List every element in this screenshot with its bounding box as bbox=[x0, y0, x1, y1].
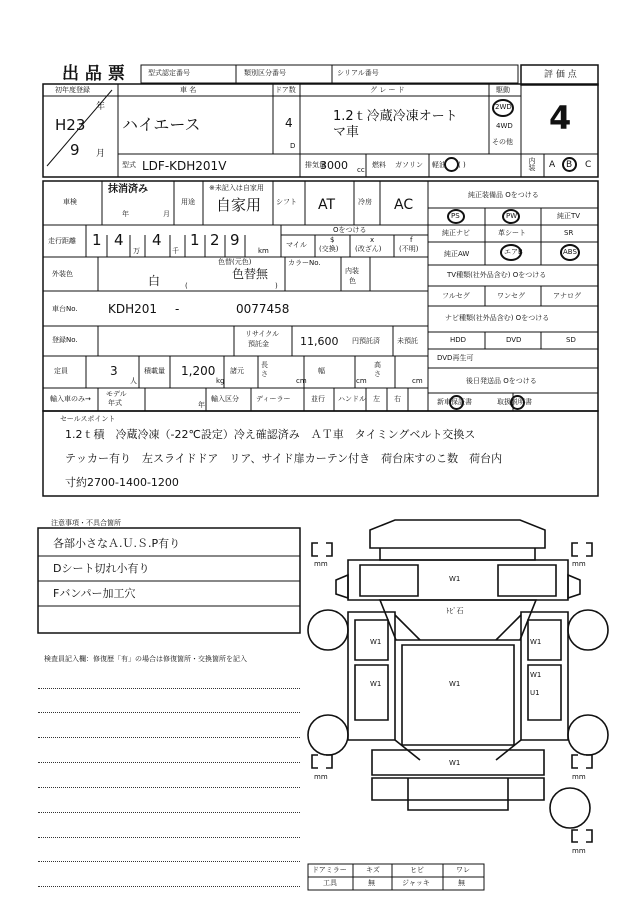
odo-fumei-b: (不明) bbox=[399, 245, 419, 253]
heiko: 並行 bbox=[311, 395, 325, 403]
dmg-windshield: ﾄﾋﾞ石 bbox=[446, 607, 464, 615]
form-title: 出 品 票 bbox=[62, 64, 125, 84]
color-no-label: カラーNo. bbox=[288, 259, 321, 267]
notes-line3: Fバンパー加工穴 bbox=[53, 587, 136, 600]
odo-kaizan-a: x bbox=[370, 236, 375, 244]
diesel: 軽油 bbox=[432, 161, 446, 169]
inspector-line bbox=[38, 762, 300, 763]
handle-right: 右 bbox=[394, 395, 401, 403]
door-count: 4 bbox=[285, 116, 293, 130]
dealer: ディーラー bbox=[256, 395, 291, 403]
katashiki-value: LDF-KDH201V bbox=[142, 159, 227, 173]
nenryo-label: 燃料 bbox=[372, 161, 386, 169]
dmg-roof: W1 bbox=[449, 680, 461, 688]
opt-ps: PS bbox=[451, 212, 460, 220]
mm-rr: mm bbox=[572, 773, 586, 781]
odo-circle-hint: Oをつける bbox=[333, 226, 367, 234]
opt-aircon: エアB bbox=[504, 248, 523, 256]
evaluation-score: 4 bbox=[549, 99, 572, 137]
fuel-circle bbox=[444, 157, 459, 172]
notes-line2: Dシート切れ小有り bbox=[53, 562, 150, 575]
cm-1: cm bbox=[296, 377, 307, 385]
recycle-l1: リサイクル bbox=[245, 330, 280, 338]
dmg-right-rear-u1: U1 bbox=[530, 689, 540, 697]
odo-kokan-b: (交換) bbox=[319, 245, 339, 253]
naiso-label: 内装 bbox=[528, 157, 536, 171]
sales-line2: テッカー有り 左スライドドア リア、サイド扉カーテン付き 荷台床すのこ数 荷台内 bbox=[65, 452, 503, 465]
grade-label: グ レ ー ド bbox=[370, 86, 405, 94]
mm-rl: mm bbox=[314, 773, 328, 781]
odo-d3: 4 bbox=[152, 231, 162, 249]
teiin-unit: 人 bbox=[130, 377, 137, 385]
door-label: ドア数 bbox=[275, 86, 296, 94]
sekisai-label: 積載量 bbox=[144, 367, 165, 375]
recycle-value: 11,600 bbox=[300, 335, 339, 348]
notes-label: 注意事項・不具合箇所 bbox=[51, 519, 121, 527]
dmg-left-front: W1 bbox=[370, 638, 382, 646]
mm-fr: mm bbox=[572, 560, 586, 568]
opt-analog: アナログ bbox=[553, 292, 581, 300]
shift-label: シフト bbox=[276, 198, 297, 206]
drive-other: その他 bbox=[492, 138, 513, 146]
odo-mile: マイル bbox=[286, 241, 307, 249]
naisoshoku-l1: 内装 bbox=[345, 267, 359, 275]
taka-sa: さ bbox=[374, 370, 381, 378]
inspector-line bbox=[38, 688, 300, 689]
year-era: H23 bbox=[55, 116, 86, 134]
sekisai-value: 1,200 bbox=[181, 364, 216, 378]
haba-label: 幅 bbox=[318, 367, 325, 375]
model-l1: モデル bbox=[106, 390, 127, 398]
opt-dvd: DVD bbox=[506, 336, 522, 344]
month: 9 bbox=[70, 141, 80, 159]
cm-3: cm bbox=[412, 377, 423, 385]
grade-line1: 1.2ｔ冷蔵冷凍オート bbox=[333, 109, 458, 124]
hoshosho-circle bbox=[449, 395, 464, 410]
mi-yotaku: 未預託 bbox=[397, 337, 418, 345]
drive-4wd: 4WD bbox=[496, 122, 513, 130]
shogen-label: 諸元 bbox=[230, 367, 244, 375]
haikiryo-label: 排気量 bbox=[305, 161, 326, 169]
torisetsu-circle bbox=[510, 395, 525, 410]
year-unit: 年 bbox=[96, 102, 106, 112]
model-l2: 年式 bbox=[108, 399, 122, 407]
inspector-line bbox=[38, 861, 300, 862]
dmg-front-hood: W1 bbox=[449, 575, 461, 583]
dmg-right-front: W1 bbox=[530, 638, 542, 646]
inspector-line bbox=[38, 886, 300, 887]
foot-h4: ワレ bbox=[456, 866, 470, 874]
shadai-value: KDH201 bbox=[108, 302, 158, 316]
gaisoshoku-label: 外装色 bbox=[52, 270, 73, 278]
shaken-nen: 年 bbox=[122, 210, 129, 218]
atohasso-title: 後日発送品 Oをつける bbox=[466, 377, 537, 385]
yoto-note: ※未記入は自家用 bbox=[209, 184, 264, 192]
teiin-label: 定員 bbox=[54, 367, 68, 375]
foot-r2: 無 bbox=[368, 879, 375, 887]
kyori-label: 走行距離 bbox=[48, 237, 76, 245]
opt-torisetsu: 取扱説明書 bbox=[497, 398, 532, 406]
opt-kawa: 革シート bbox=[498, 229, 526, 237]
naga-sa: さ bbox=[261, 370, 268, 378]
toroku-label: 登録No. bbox=[52, 336, 78, 344]
odo-d1: 1 bbox=[92, 231, 102, 249]
inspector-label: 検査員記入欄：修復歴「有」の場合は修復箇所・交換箇所を記入 bbox=[44, 655, 247, 663]
shodo-label: 初年度登録 bbox=[55, 86, 90, 94]
drive-2wd: 2WD bbox=[495, 103, 512, 111]
dmg-rear: W1 bbox=[449, 759, 461, 767]
inspector-line bbox=[38, 812, 300, 813]
opt-pw: PW bbox=[506, 212, 518, 220]
odo-d6: 9 bbox=[230, 231, 240, 249]
dmg-left-rear: W1 bbox=[370, 680, 382, 688]
mm-fl: mm bbox=[314, 560, 328, 568]
fuel-paren: ( ) bbox=[458, 161, 466, 169]
shaken-label: 車検 bbox=[63, 198, 77, 206]
opt-fullseg: フルセグ bbox=[442, 292, 470, 300]
naga-label: 長 bbox=[261, 361, 268, 369]
paren-open: ( bbox=[185, 282, 188, 290]
model-nen: 年 bbox=[198, 401, 205, 409]
foot-h3: ヒビ bbox=[410, 866, 424, 874]
katashiki-label: 型式 bbox=[122, 161, 136, 169]
cc-unit: cc bbox=[357, 166, 365, 174]
recycle-l2: 預託金 bbox=[248, 340, 269, 348]
opt-aw: 純正AW bbox=[444, 250, 470, 258]
dmg-right-rear: W1 bbox=[530, 671, 542, 679]
month-unit: 月 bbox=[96, 149, 106, 159]
car-name: ハイエース bbox=[122, 115, 201, 134]
odo-kokan-a: $ bbox=[330, 236, 335, 244]
irogae-label: 色替(元色) bbox=[218, 258, 252, 266]
door-unit: D bbox=[290, 142, 296, 150]
opt-hdd: HDD bbox=[450, 336, 467, 344]
opt-oneseg: ワンセグ bbox=[497, 292, 525, 300]
opt-tv: 純正TV bbox=[557, 212, 581, 220]
foot-h2: キズ bbox=[366, 866, 380, 874]
foot-r3: ジャッキ bbox=[402, 879, 430, 887]
shadai-no: 0077458 bbox=[236, 302, 290, 316]
foot-h1: ドアミラー bbox=[312, 866, 347, 874]
inspector-line bbox=[38, 837, 300, 838]
color-value: 白 bbox=[148, 274, 161, 288]
sales-line1: 1.2ｔ積 冷蔵冷凍（-22℃設定）冷え確認済み ＡＴ車 タイミングベルト交換ス bbox=[65, 428, 476, 441]
reibo-value: AC bbox=[394, 197, 414, 213]
sales-label: セールスポイント bbox=[60, 415, 116, 423]
yunyu-kubun: 輸入区分 bbox=[211, 395, 239, 403]
inspector-line bbox=[38, 712, 300, 713]
kg-unit: kg bbox=[216, 377, 225, 385]
cm-2: cm bbox=[356, 377, 367, 385]
naiso-b: B bbox=[566, 160, 573, 170]
taka-label: 高 bbox=[374, 361, 381, 369]
naiso-a: A bbox=[549, 160, 556, 170]
junsei-title: 純正装備品 Oをつける bbox=[468, 191, 539, 199]
opt-hoshosho: 新車保証書 bbox=[437, 398, 472, 406]
odo-man: 万 bbox=[133, 247, 140, 255]
reibo-label: 冷房 bbox=[358, 198, 372, 206]
yoto-label: 用途 bbox=[181, 198, 195, 206]
yoto-value: 自家用 bbox=[216, 196, 262, 214]
navi-title: ナビ種類(社外品含む) Oをつける bbox=[445, 314, 550, 322]
odo-d5: 2 bbox=[210, 231, 220, 249]
opt-sr: SR bbox=[564, 229, 574, 237]
kata-nintei-label: 型式認定番号 bbox=[148, 69, 190, 77]
shaken-value: 抹消済み bbox=[108, 184, 148, 195]
gasoline: ガソリン bbox=[395, 161, 423, 169]
tv-title: TV種類(社外品含む) Oをつける bbox=[447, 271, 547, 279]
kudo-label: 駆動 bbox=[496, 86, 510, 94]
shadai-label: 車台No. bbox=[52, 305, 78, 313]
haikiryo-value: 3000 bbox=[320, 159, 348, 172]
naisoshoku-l2: 色 bbox=[349, 277, 356, 285]
paren-close: ) bbox=[275, 282, 278, 290]
grade-line2: マ車 bbox=[333, 125, 360, 140]
odo-d4: 1 bbox=[190, 231, 200, 249]
inspector-line bbox=[38, 787, 300, 788]
inspector-line bbox=[38, 737, 300, 738]
opt-dvd-saisei: DVD再生可 bbox=[437, 354, 474, 362]
mm-spare: mm bbox=[572, 847, 586, 855]
shadai-dash: - bbox=[175, 302, 180, 316]
odo-d2: 4 bbox=[114, 231, 124, 249]
hyoka-label: 評 価 点 bbox=[544, 70, 577, 80]
foot-r4: 無 bbox=[458, 879, 465, 887]
ruibetsu-label: 類別区分番号 bbox=[244, 69, 286, 77]
opt-abs: ABS bbox=[563, 248, 577, 256]
shift-value: AT bbox=[318, 197, 336, 213]
odo-sen: 千 bbox=[172, 247, 179, 255]
foot-r1: 工具 bbox=[323, 879, 337, 887]
notes-line1: 各部小さなＡ.Ｕ.Ｓ.P有り bbox=[53, 537, 181, 550]
opt-sd: SD bbox=[566, 336, 576, 344]
naiso-c: C bbox=[585, 160, 592, 170]
sales-line3: 寸約2700-1400-1200 bbox=[65, 476, 179, 489]
yunyu-label: 輸入車のみ→ bbox=[50, 395, 91, 403]
handle: ハンドル bbox=[338, 395, 366, 403]
handle-left: 左 bbox=[373, 395, 380, 403]
shamei-label: 車 名 bbox=[180, 86, 197, 94]
odo-km: km bbox=[258, 247, 269, 255]
shaken-tsuki: 月 bbox=[163, 210, 170, 218]
serial-label: シリアル番号 bbox=[337, 69, 379, 77]
irogae-value: 色替無 bbox=[232, 267, 269, 281]
opt-navi: 純正ナビ bbox=[442, 229, 470, 237]
odo-kaizan-b: (改ざん) bbox=[355, 245, 382, 253]
yotaku-sumi: 円預託済 bbox=[352, 337, 380, 345]
teiin-value: 3 bbox=[110, 364, 118, 378]
odo-fumei-a: f bbox=[410, 236, 413, 244]
